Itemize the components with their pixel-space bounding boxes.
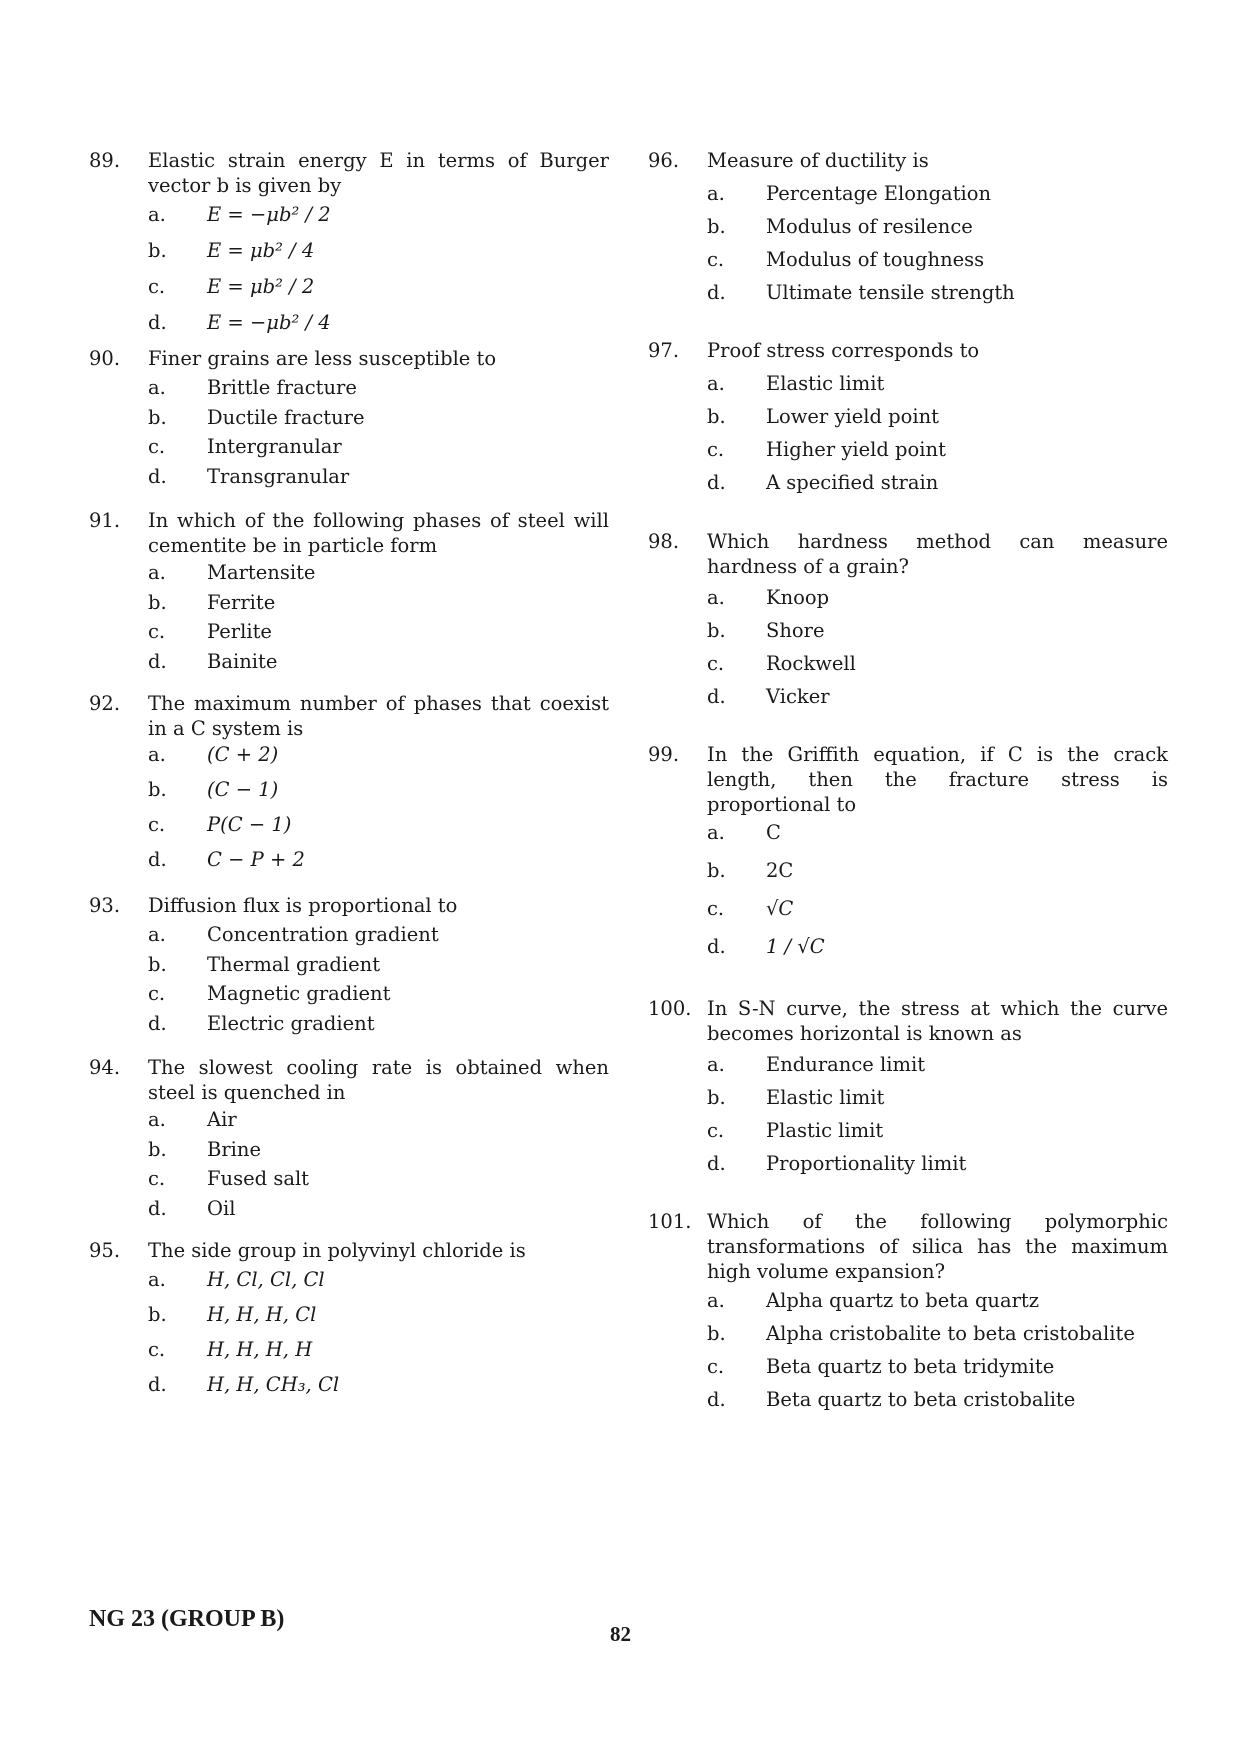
option-label: b. [707,619,726,642]
question-header [89,508,609,558]
option-row [89,848,609,871]
option-text: Proportionality limit [766,1152,967,1175]
option-label: c. [707,248,725,271]
option-text: H, H, H, Cl [207,1303,317,1326]
option-text: 1 / √C [766,935,825,958]
option-row [648,248,1168,271]
option-text: Lower yield point [766,405,940,428]
question-number: 101. [648,1210,692,1233]
question-text: Proof stress corresponds to [707,339,980,362]
option-row [648,619,1168,642]
option-row [89,275,609,298]
option-label: a. [148,1108,166,1131]
option-row [648,1355,1168,1378]
question-number: 97. [648,339,680,362]
option-text: Air [207,1108,237,1131]
option-text: Ductile fracture [207,405,365,429]
option-text: Ultimate tensile strength [766,281,1015,304]
option-row [89,435,609,458]
option-row [89,1338,609,1361]
option-label: a. [707,586,725,609]
option-label: b. [148,952,167,976]
question-header [648,996,1168,1046]
question-item [89,1238,609,1396]
question-header [89,1055,609,1105]
option-text: (C + 2) [207,743,279,766]
question-text: In the Griffith equation, if C is the crack length, then the fracture stress is proportional to [707,743,1168,816]
option-row [648,1119,1168,1142]
option-row [89,1108,609,1131]
option-row [648,215,1168,238]
option-label: b. [148,778,167,801]
question-item [89,346,609,488]
option-text: Intergranular [207,435,342,458]
option-row [89,813,609,836]
option-row [89,1268,609,1291]
option-label: d. [148,1373,167,1396]
option-row [648,372,1168,395]
option-text: √C [766,897,794,920]
option-text: C − P + 2 [207,848,305,871]
option-row [89,561,609,584]
question-text: Which of the following polymorphic transformations of silica has the maximum high volume expansion? [707,1210,1168,1283]
option-row [89,778,609,801]
option-row [648,281,1168,304]
option-row [89,1012,609,1035]
option-row [89,743,609,766]
option-row [89,953,609,976]
option-label: a. [707,182,725,205]
question-number: 89. [89,149,121,172]
option-text: Plastic limit [766,1119,884,1142]
option-label: a. [148,561,166,584]
option-label: a. [707,821,725,844]
option-text: Modulus of resilence [766,215,973,238]
option-text: C [766,821,781,844]
question-header [648,529,1168,579]
option-label: a. [707,372,725,395]
option-row [648,1086,1168,1109]
option-label: b. [148,1303,167,1326]
option-label: c. [148,435,166,458]
option-label: b. [148,405,167,429]
option-label: d. [707,685,726,708]
option-text: (C − 1) [207,778,279,801]
question-item [648,529,1168,708]
option-row [648,471,1168,494]
question-header [648,742,1168,817]
question-item [89,691,609,871]
option-text: Alpha cristobalite to beta cristobalite [766,1322,1135,1345]
option-row [648,859,1168,882]
option-text: Elastic limit [766,1086,885,1109]
question-header [89,893,609,918]
option-label: d. [148,464,167,488]
option-text: Alpha quartz to beta quartz [766,1289,1040,1312]
option-label: d. [148,848,167,871]
option-label: a. [148,376,166,399]
exam-code: NG 23 (GROUP B) [89,1606,285,1632]
option-row [648,685,1168,708]
option-text: Oil [207,1196,236,1220]
option-text: P(C − 1) [207,813,292,836]
option-label: a. [707,1289,725,1312]
option-row [648,897,1168,920]
option-label: b. [148,590,167,614]
option-label: b. [707,1086,726,1109]
question-header [89,346,609,371]
question-item [89,508,609,673]
option-row [648,1053,1168,1076]
option-text: Magnetic gradient [207,982,391,1005]
option-row [89,311,609,334]
option-row [89,1138,609,1161]
option-text: Brine [207,1137,261,1161]
option-text: E = μb² / 2 [207,275,315,298]
option-row [89,1167,609,1190]
option-label: d. [148,311,167,334]
option-text: Rockwell [766,652,856,675]
option-row [648,438,1168,461]
option-label: b. [707,1322,726,1345]
option-label: c. [148,813,166,836]
option-row [648,1289,1168,1312]
option-text: E = −μb² / 4 [207,311,331,334]
question-item [648,742,1168,958]
question-item [89,893,609,1035]
option-row [89,620,609,643]
page-number: 82 [610,1622,631,1646]
option-label: c. [707,897,725,920]
question-item [648,1209,1168,1411]
question-item [648,338,1168,494]
question-number: 92. [89,692,121,715]
option-text: Brittle fracture [207,376,357,399]
option-label: d. [707,471,726,494]
option-label: c. [148,982,166,1005]
option-text: Thermal gradient [207,952,381,976]
question-text: In S-N curve, the stress at which the curve becomes horizontal is known as [707,997,1168,1045]
option-text: H, H, H, H [207,1338,313,1361]
option-label: d. [707,281,726,304]
question-header [648,148,1168,173]
option-label: c. [707,438,725,461]
option-label: c. [707,1119,725,1142]
option-row [89,923,609,946]
question-text: Finer grains are less susceptible to [148,347,497,370]
option-row [648,935,1168,958]
option-text: Beta quartz to beta tridymite [766,1355,1055,1378]
option-label: b. [707,859,726,882]
option-row [648,405,1168,428]
option-label: b. [707,215,726,238]
question-text: The side group in polyvinyl chloride is [148,1239,526,1262]
option-text: Perlite [207,620,272,643]
option-label: d. [707,1388,726,1411]
option-text: Endurance limit [766,1053,926,1076]
question-header [89,1238,609,1263]
question-number: 95. [89,1239,121,1262]
option-label: c. [148,275,166,298]
option-text: E = μb² / 4 [207,239,315,262]
option-text: Vicker [766,685,830,708]
option-text: Transgranular [207,464,350,488]
option-row [648,1322,1168,1345]
option-label: c. [148,1167,166,1190]
option-label: a. [148,1268,166,1291]
option-text: E = −μb² / 2 [207,203,331,226]
option-text: Shore [766,619,825,642]
option-label: d. [148,649,167,673]
option-text: Concentration gradient [207,923,439,946]
option-text: Ferrite [207,590,276,614]
option-row [89,239,609,262]
option-label: c. [707,1355,725,1378]
question-text: Elastic strain energy E in terms of Burger vector b is given by [148,149,609,197]
option-label: b. [148,239,167,262]
option-label: c. [148,1338,166,1361]
option-text: Beta quartz to beta cristobalite [766,1388,1076,1411]
option-label: a. [148,203,166,226]
option-row [648,1152,1168,1175]
option-row [89,1197,609,1220]
option-label: a. [148,743,166,766]
question-text: The maximum number of phases that coexist in a C system is [148,692,609,740]
option-text: 2C [766,859,794,882]
option-row [89,203,609,226]
option-row [89,1303,609,1326]
question-item [89,148,609,334]
question-header [648,338,1168,363]
option-label: c. [148,620,166,643]
option-row [648,652,1168,675]
question-number: 96. [648,149,680,172]
option-text: Percentage Elongation [766,182,992,205]
option-row [648,1388,1168,1411]
question-number: 99. [648,743,680,766]
option-row [89,406,609,429]
option-row [89,591,609,614]
question-header [89,148,609,198]
option-row [89,376,609,399]
question-item [89,1055,609,1220]
option-text: Knoop [766,586,830,609]
question-number: 98. [648,530,680,553]
question-header [648,1209,1168,1284]
option-row [89,465,609,488]
question-item [648,996,1168,1175]
option-row [89,982,609,1005]
question-text: The slowest cooling rate is obtained when steel is quenched in [148,1056,609,1104]
option-text: A specified strain [766,471,939,494]
option-label: d. [707,935,726,958]
option-text: H, Cl, Cl, Cl [207,1268,325,1291]
option-text: Modulus of toughness [766,248,985,271]
option-text: H, H, CH₃, Cl [207,1373,340,1396]
question-text: Diffusion flux is proportional to [148,894,458,917]
question-number: 93. [89,894,121,917]
question-number: 91. [89,509,121,532]
question-text: Measure of ductility is [707,149,929,172]
option-text: Martensite [207,561,316,584]
question-number: 100. [648,997,692,1020]
option-label: b. [707,405,726,428]
option-row [648,586,1168,609]
option-label: a. [707,1053,725,1076]
question-number: 94. [89,1056,121,1079]
option-row [648,182,1168,205]
question-item [648,148,1168,304]
option-text: Fused salt [207,1167,310,1190]
question-header [89,691,609,741]
option-text: Elastic limit [766,372,885,395]
question-text: In which of the following phases of steel will cementite be in particle form [148,509,609,557]
option-text: Bainite [207,649,278,673]
question-number: 90. [89,347,121,370]
option-label: d. [707,1152,726,1175]
option-text: Electric gradient [207,1011,375,1035]
option-row [89,1373,609,1396]
option-label: a. [148,923,166,946]
option-label: b. [148,1137,167,1161]
option-row [648,821,1168,844]
option-label: d. [148,1196,167,1220]
option-row [89,650,609,673]
option-text: Higher yield point [766,438,946,461]
option-label: c. [707,652,725,675]
option-label: d. [148,1011,167,1035]
question-text: Which hardness method can measure hardness of a grain? [707,530,1168,578]
